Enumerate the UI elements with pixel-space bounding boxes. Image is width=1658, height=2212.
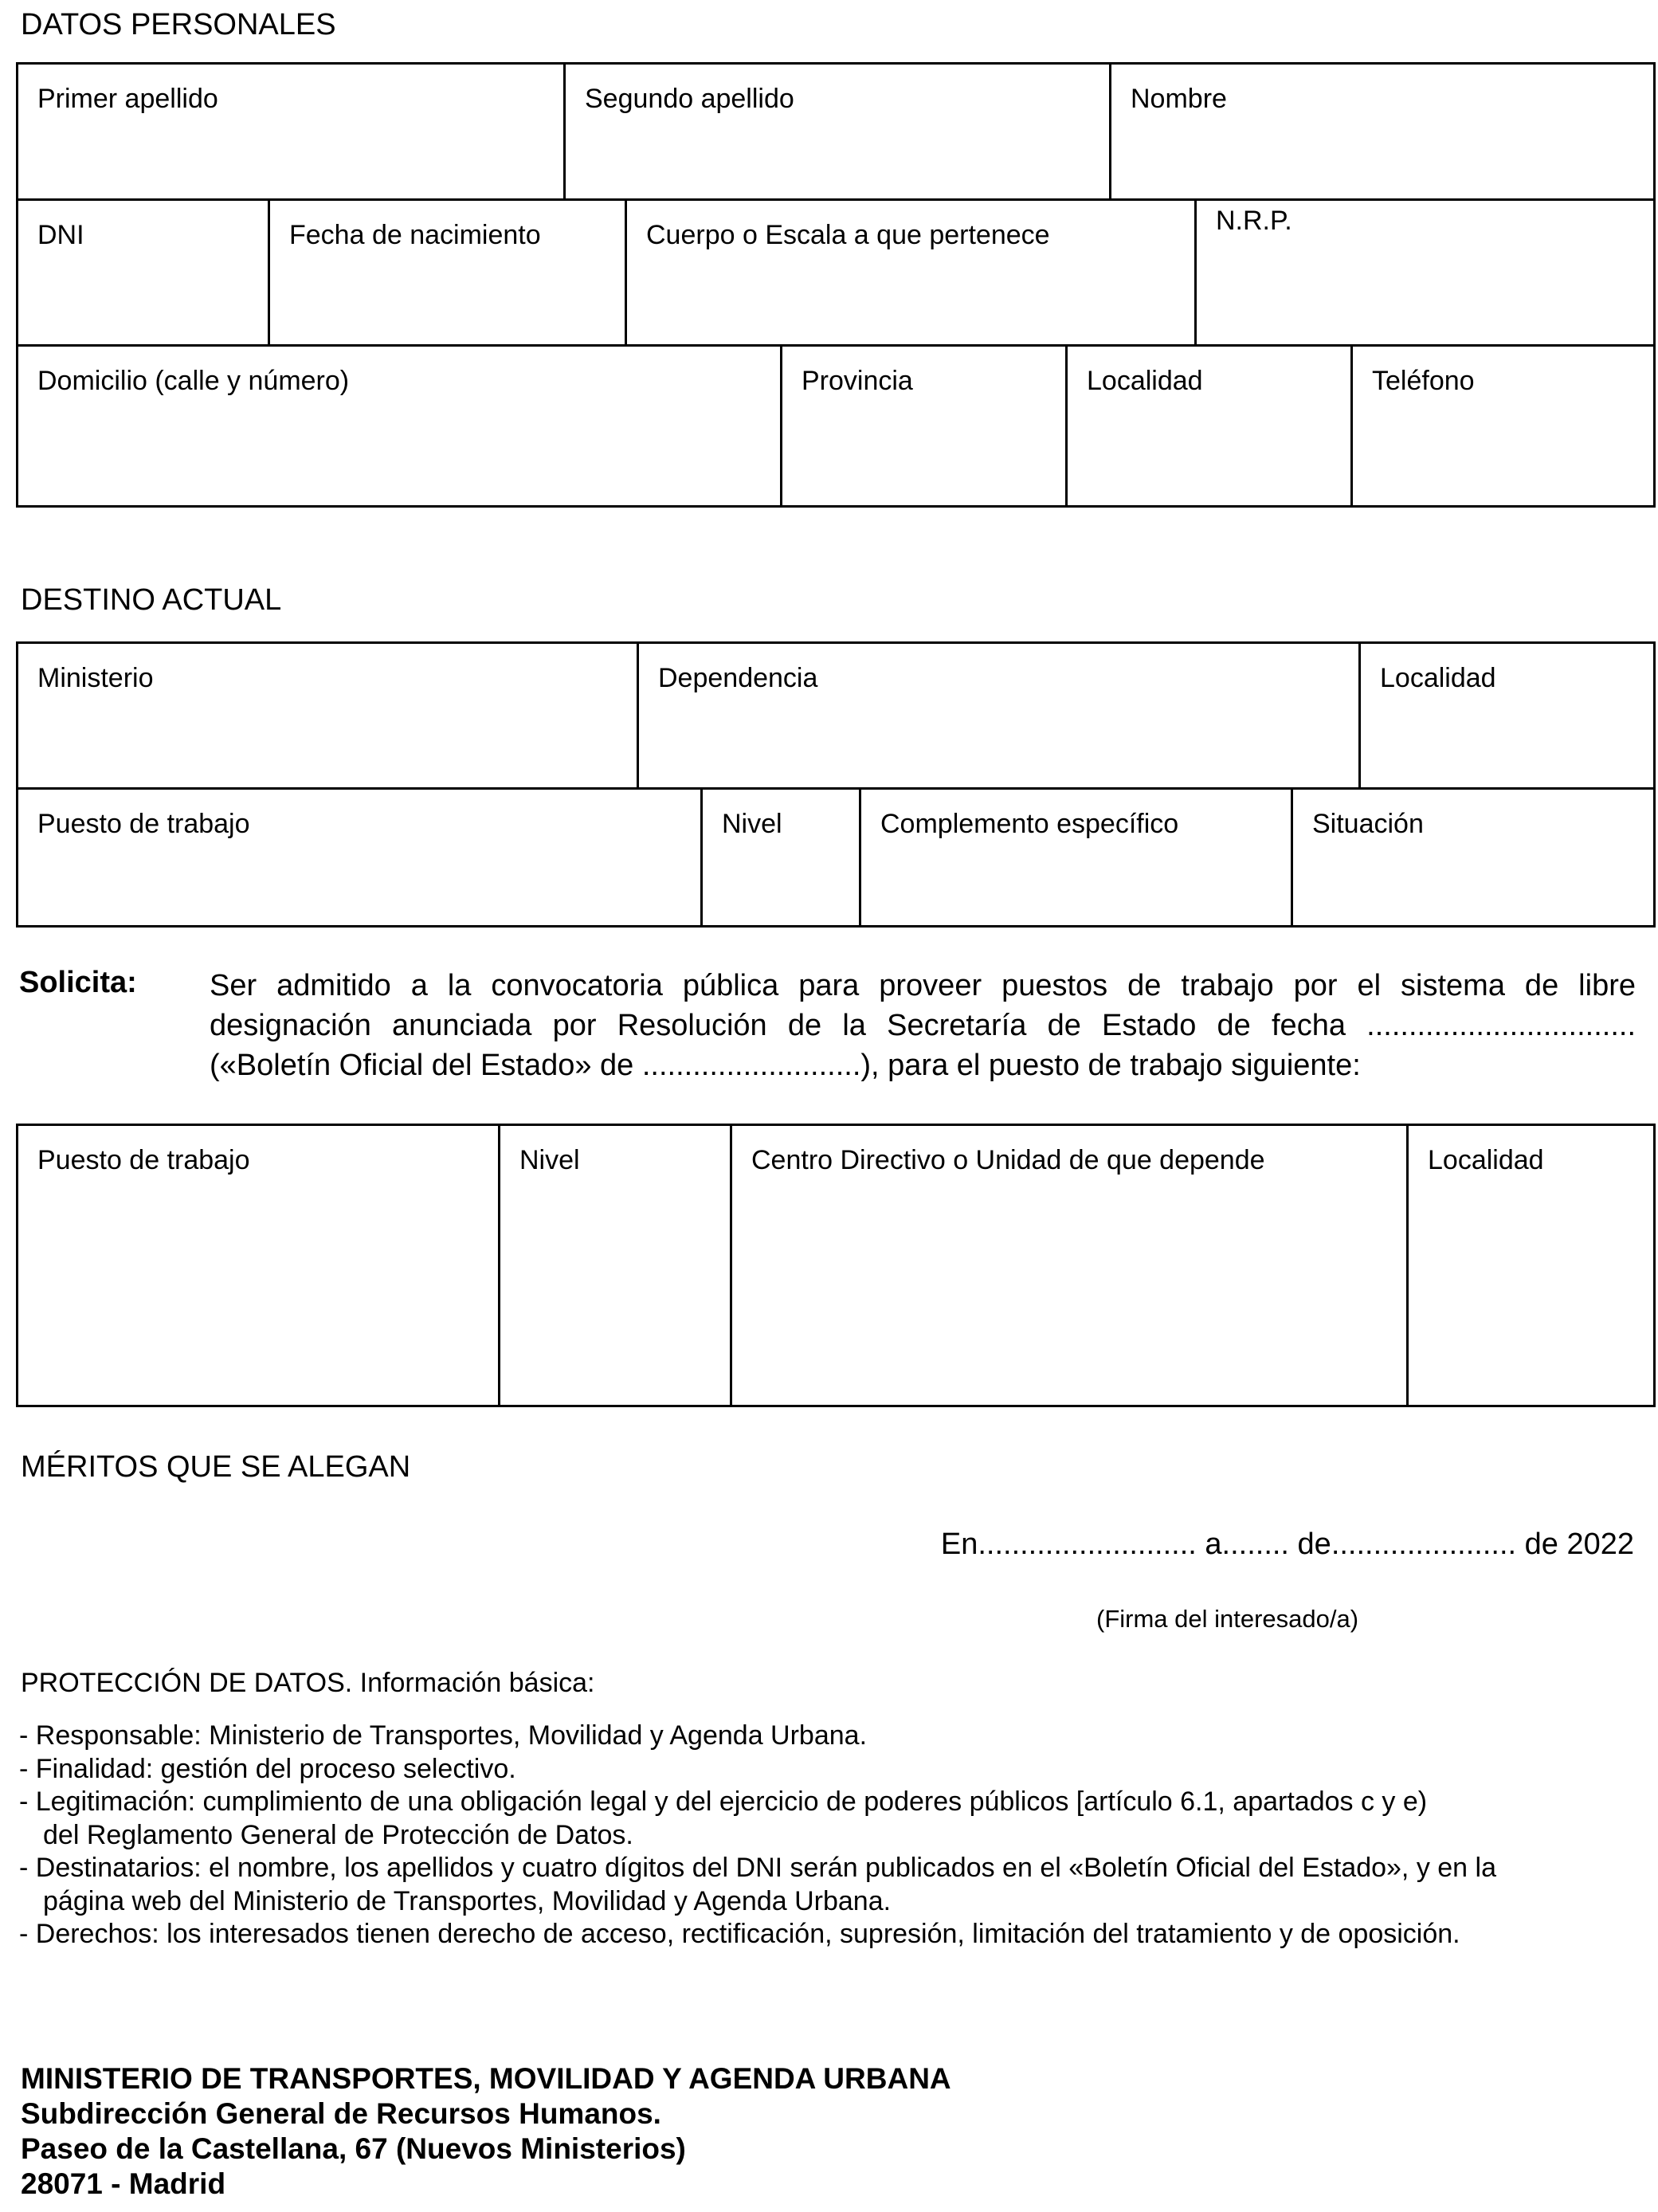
field-label: Segundo apellido (585, 84, 794, 114)
nrp-field[interactable] (1197, 201, 1653, 344)
datos-personales-row-2 (18, 201, 1653, 344)
field-label: N.R.P. (1216, 206, 1292, 236)
list-item-continuation: página web del Ministerio de Transportes, Movilidad y Agenda Urbana. (43, 1885, 892, 1916)
field-label: DNI (37, 220, 84, 250)
address-line: MINISTERIO DE TRANSPORTES, MOVILIDAD Y AGENDA URBANA (21, 2062, 951, 2095)
destino-actual-table (16, 641, 1656, 928)
field-label: Ministerio (37, 663, 154, 693)
field-label: Localidad (1380, 663, 1496, 693)
solicita-line-1: Ser admitido a la convocatoria pública para proveer puestos de trabajo por el sistema de libre (210, 969, 1636, 1002)
field-label: Cuerpo o Escala a que pertenece (646, 220, 1050, 250)
telefono-field[interactable] (1353, 347, 1653, 505)
centro-directivo-field[interactable] (732, 1126, 1409, 1405)
field-label: Complemento específico (880, 809, 1179, 839)
puesto-solicitado-table (16, 1124, 1656, 1407)
address-line: Subdirección General de Recursos Humanos. (21, 2097, 661, 2130)
solicita-label-text: Solicita (19, 966, 127, 999)
nombre-field[interactable] (1111, 65, 1653, 198)
primer-apellido-field[interactable] (18, 65, 566, 198)
field-label: Localidad (1428, 1145, 1544, 1175)
proteccion-datos-list (19, 1720, 1496, 1951)
puesto-trabajo-solicitado-field[interactable] (18, 1126, 500, 1405)
localidad-field[interactable] (1068, 347, 1353, 505)
segundo-apellido-field[interactable] (566, 65, 1111, 198)
destino-actual-row-2 (18, 790, 1653, 928)
list-item: - Finalidad: gestión del proceso selectivo. (19, 1753, 516, 1784)
datos-personales-row-1 (18, 65, 1653, 198)
fecha-nacimiento-field[interactable] (270, 201, 627, 344)
fecha-line: En.......................... a........ de...................... de 2022 (940, 1528, 1634, 1561)
field-label: Dependencia (658, 663, 818, 693)
solicita-line-2: designación anunciada por Resolución de la Secretaría de Estado de fecha ................................ (210, 1009, 1636, 1042)
field-label: Fecha de nacimiento (289, 220, 541, 250)
list-item: - Responsable: Ministerio de Transportes, Movilidad y Agenda Urbana. (19, 1720, 868, 1751)
nivel-solicitado-field[interactable] (500, 1126, 732, 1405)
field-label: Teléfono (1372, 366, 1475, 396)
puesto-solicitado-row (18, 1126, 1653, 1405)
list-item: - Destinatarios: el nombre, los apellidos y cuatro dígitos del DNI serán publicados en el «Boletín Oficial del Estado», y en la (19, 1853, 1496, 1883)
ministerio-address (21, 2061, 951, 2202)
dependencia-field[interactable] (639, 644, 1361, 787)
localidad-solicitada-field[interactable] (1409, 1126, 1653, 1405)
cuerpo-escala-field[interactable] (627, 201, 1197, 344)
datos-personales-title: DATOS PERSONALES (21, 8, 336, 41)
field-label: Puesto de trabajo (37, 1145, 250, 1175)
solicita-paragraph (210, 966, 1636, 1085)
list-item: - Derechos: los interesados tienen derecho de acceso, rectificación, supresión, limitación del tratamiento y de oposición. (19, 1919, 1460, 1949)
nivel-actual-field[interactable] (703, 790, 861, 925)
ministerio-field[interactable] (18, 644, 639, 787)
provincia-field[interactable] (782, 347, 1068, 505)
address-line: Paseo de la Castellana, 67 (Nuevos Ministerios) (21, 2132, 686, 2165)
datos-personales-table (16, 62, 1656, 508)
meritos-title: MÉRITOS QUE SE ALEGAN (21, 1450, 411, 1484)
address-line: 28071 - Madrid (21, 2167, 226, 2200)
field-label: Domicilio (calle y número) (37, 366, 350, 396)
localidad-destino-field[interactable] (1361, 644, 1653, 787)
list-item: - Legitimación: cumplimiento de una obligación legal y del ejercicio de poderes públicos [artículo 6.1, apartados c y e) (19, 1786, 1428, 1817)
solicita-label (19, 966, 137, 1000)
field-label: Provincia (802, 366, 913, 396)
destino-actual-row-1 (18, 644, 1653, 787)
field-label: Nivel (519, 1145, 580, 1175)
field-label: Localidad (1087, 366, 1203, 396)
solicita-line-3: («Boletín Oficial del Estado» de ..........................), para el puesto de trabajo siguiente: (210, 1049, 1361, 1082)
field-label: Centro Directivo o Unidad de que depende (751, 1145, 1265, 1175)
list-item-continuation: del Reglamento General de Protección de Datos. (43, 1819, 633, 1850)
datos-personales-row-3 (18, 347, 1653, 505)
field-label: Nombre (1131, 84, 1227, 114)
field-label: Nivel (722, 809, 782, 839)
destino-actual-title: DESTINO ACTUAL (21, 583, 282, 617)
situacion-field[interactable] (1293, 790, 1653, 925)
complemento-especifico-field[interactable] (861, 790, 1293, 925)
dni-field[interactable] (18, 201, 270, 344)
puesto-trabajo-actual-field[interactable] (18, 790, 703, 925)
field-label: Situación (1312, 809, 1424, 839)
solicita-colon: : (127, 966, 137, 999)
field-label: Primer apellido (37, 84, 218, 114)
firma-label: (Firma del interesado/a) (1096, 1605, 1359, 1633)
field-label: Puesto de trabajo (37, 809, 250, 839)
domicilio-field[interactable] (18, 347, 782, 505)
proteccion-datos-title: PROTECCIÓN DE DATOS. Información básica: (21, 1668, 595, 1698)
